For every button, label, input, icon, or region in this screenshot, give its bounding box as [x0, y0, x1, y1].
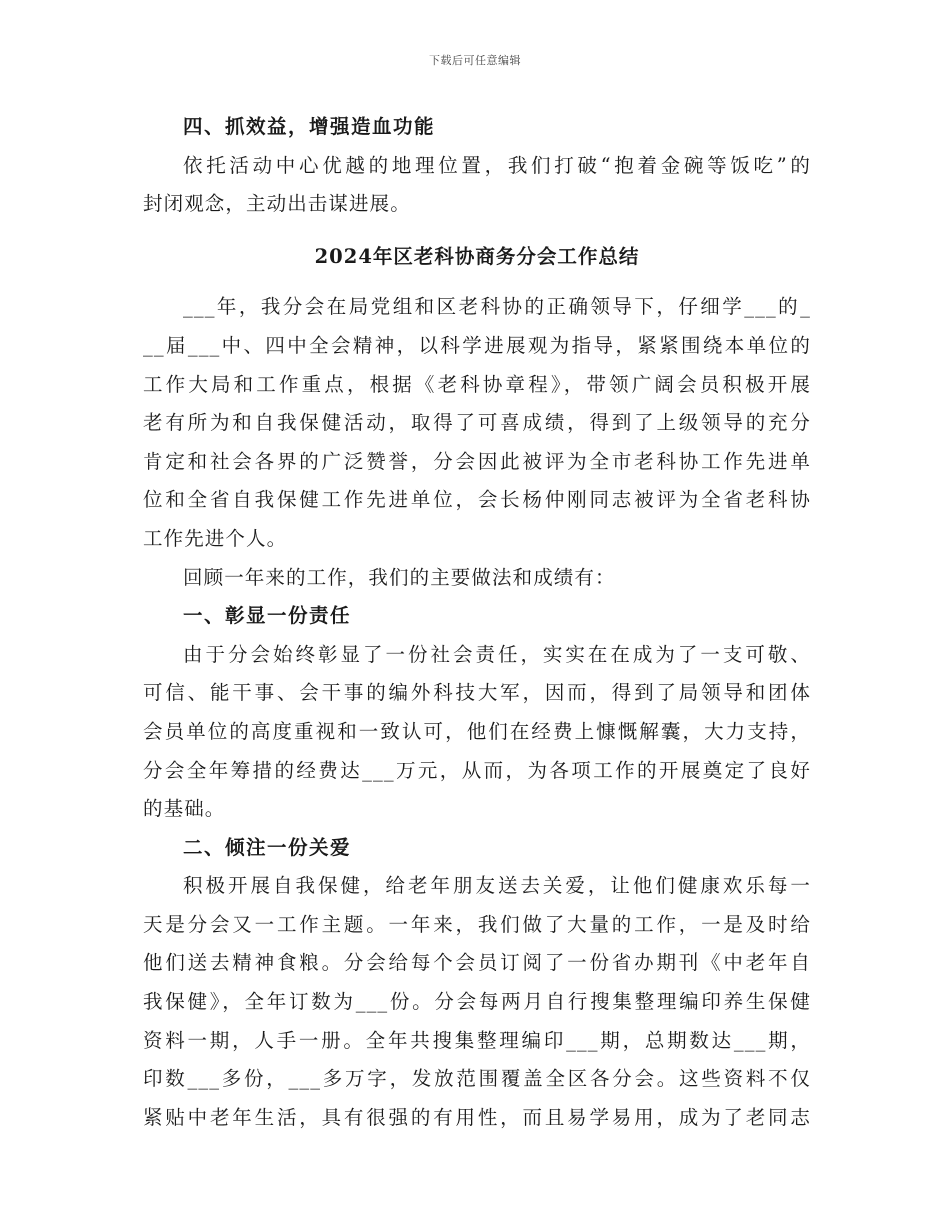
section-4-heading: 四、抓效益，增强造血功能	[183, 115, 436, 138]
intro-line-7: 工作先进个人。	[143, 526, 288, 550]
section-1-line-4: 分会全年筹措的经费达___万元，从而，为各项工作的开展奠定了良好	[143, 758, 811, 782]
intro-line-5: 肯定和社会各界的广泛赞誉，分会因此被评为全市老科协工作先进单	[143, 449, 811, 473]
document-title: 2024年区老科协商务分会工作总结	[314, 244, 640, 268]
section-1-heading: 一、彰显一份责任	[183, 604, 352, 628]
intro-line-6: 位和全省自我保健工作先进单位，会长杨仲刚同志被评为全省老科协	[143, 488, 811, 512]
section-2-line-6: 印数___多份，___多万字，发放范围覆盖全区各分会。这些资料不仅	[143, 1067, 811, 1091]
section-1-line-5: 的基础。	[143, 797, 226, 821]
section-4-line-1: 依托活动中心优越的地理位置，我们打破“抱着金碗等饭吃”的	[183, 153, 811, 177]
section-2-line-5: 资料一期，人手一册。全年共搜集整理编印___期，总期数达___期，	[143, 1028, 811, 1052]
section-2-line-3: 他们送去精神食粮。分会给每个会员订阅了一份省办期刊《中老年自	[143, 951, 811, 975]
page-header-note: 下载后可任意编辑	[429, 54, 521, 67]
section-2-line-4: 我保健》，全年订数为___份。分会每两月自行搜集整理编印养生保健	[143, 990, 811, 1014]
intro-line-3: 工作大局和工作重点，根据《老科协章程》，带领广阔会员积极开展	[143, 372, 811, 396]
intro-line-4: 老有所为和自我保健活动，取得了可喜成绩，得到了上级领导的充分	[143, 411, 811, 435]
section-1-line-2: 可信、能干事、会干事的编外科技大军，因而，得到了局领导和团体	[143, 681, 811, 705]
section-4-line-2: 封闭观念，主动出击谋进展。	[143, 192, 411, 216]
intro-line-2: __届___中、四中全会精神，以科学进展观为指导，紧紧围绕本单位的	[143, 333, 811, 357]
section-1-line-1: 由于分会始终彰显了一份社会责任，实实在在成为了一支可敬、	[183, 642, 811, 666]
section-2-line-1: 积极开展自我保健，给老年朋友送去关爱，让他们健康欢乐每一	[183, 874, 811, 898]
review-line: 回顾一年来的工作，我们的主要做法和成绩有：	[183, 565, 616, 589]
document-body	[143, 108, 811, 1137]
section-2-heading: 二、倾注一份关爱	[183, 835, 352, 859]
intro-line-1: ___年，我分会在局党组和区老科协的正确领导下，仔细学___的_	[183, 295, 811, 319]
section-2-line-7: 紧贴中老年生活，具有很强的有用性，而且易学易用，成为了老同志	[143, 1105, 811, 1129]
section-1-line-3: 会员单位的高度重视和一致认可，他们在经费上慷慨解囊，大力支持，	[143, 719, 811, 743]
section-2-line-2: 天是分会又一工作主题。一年来，我们做了大量的工作，一是及时给	[143, 912, 811, 936]
